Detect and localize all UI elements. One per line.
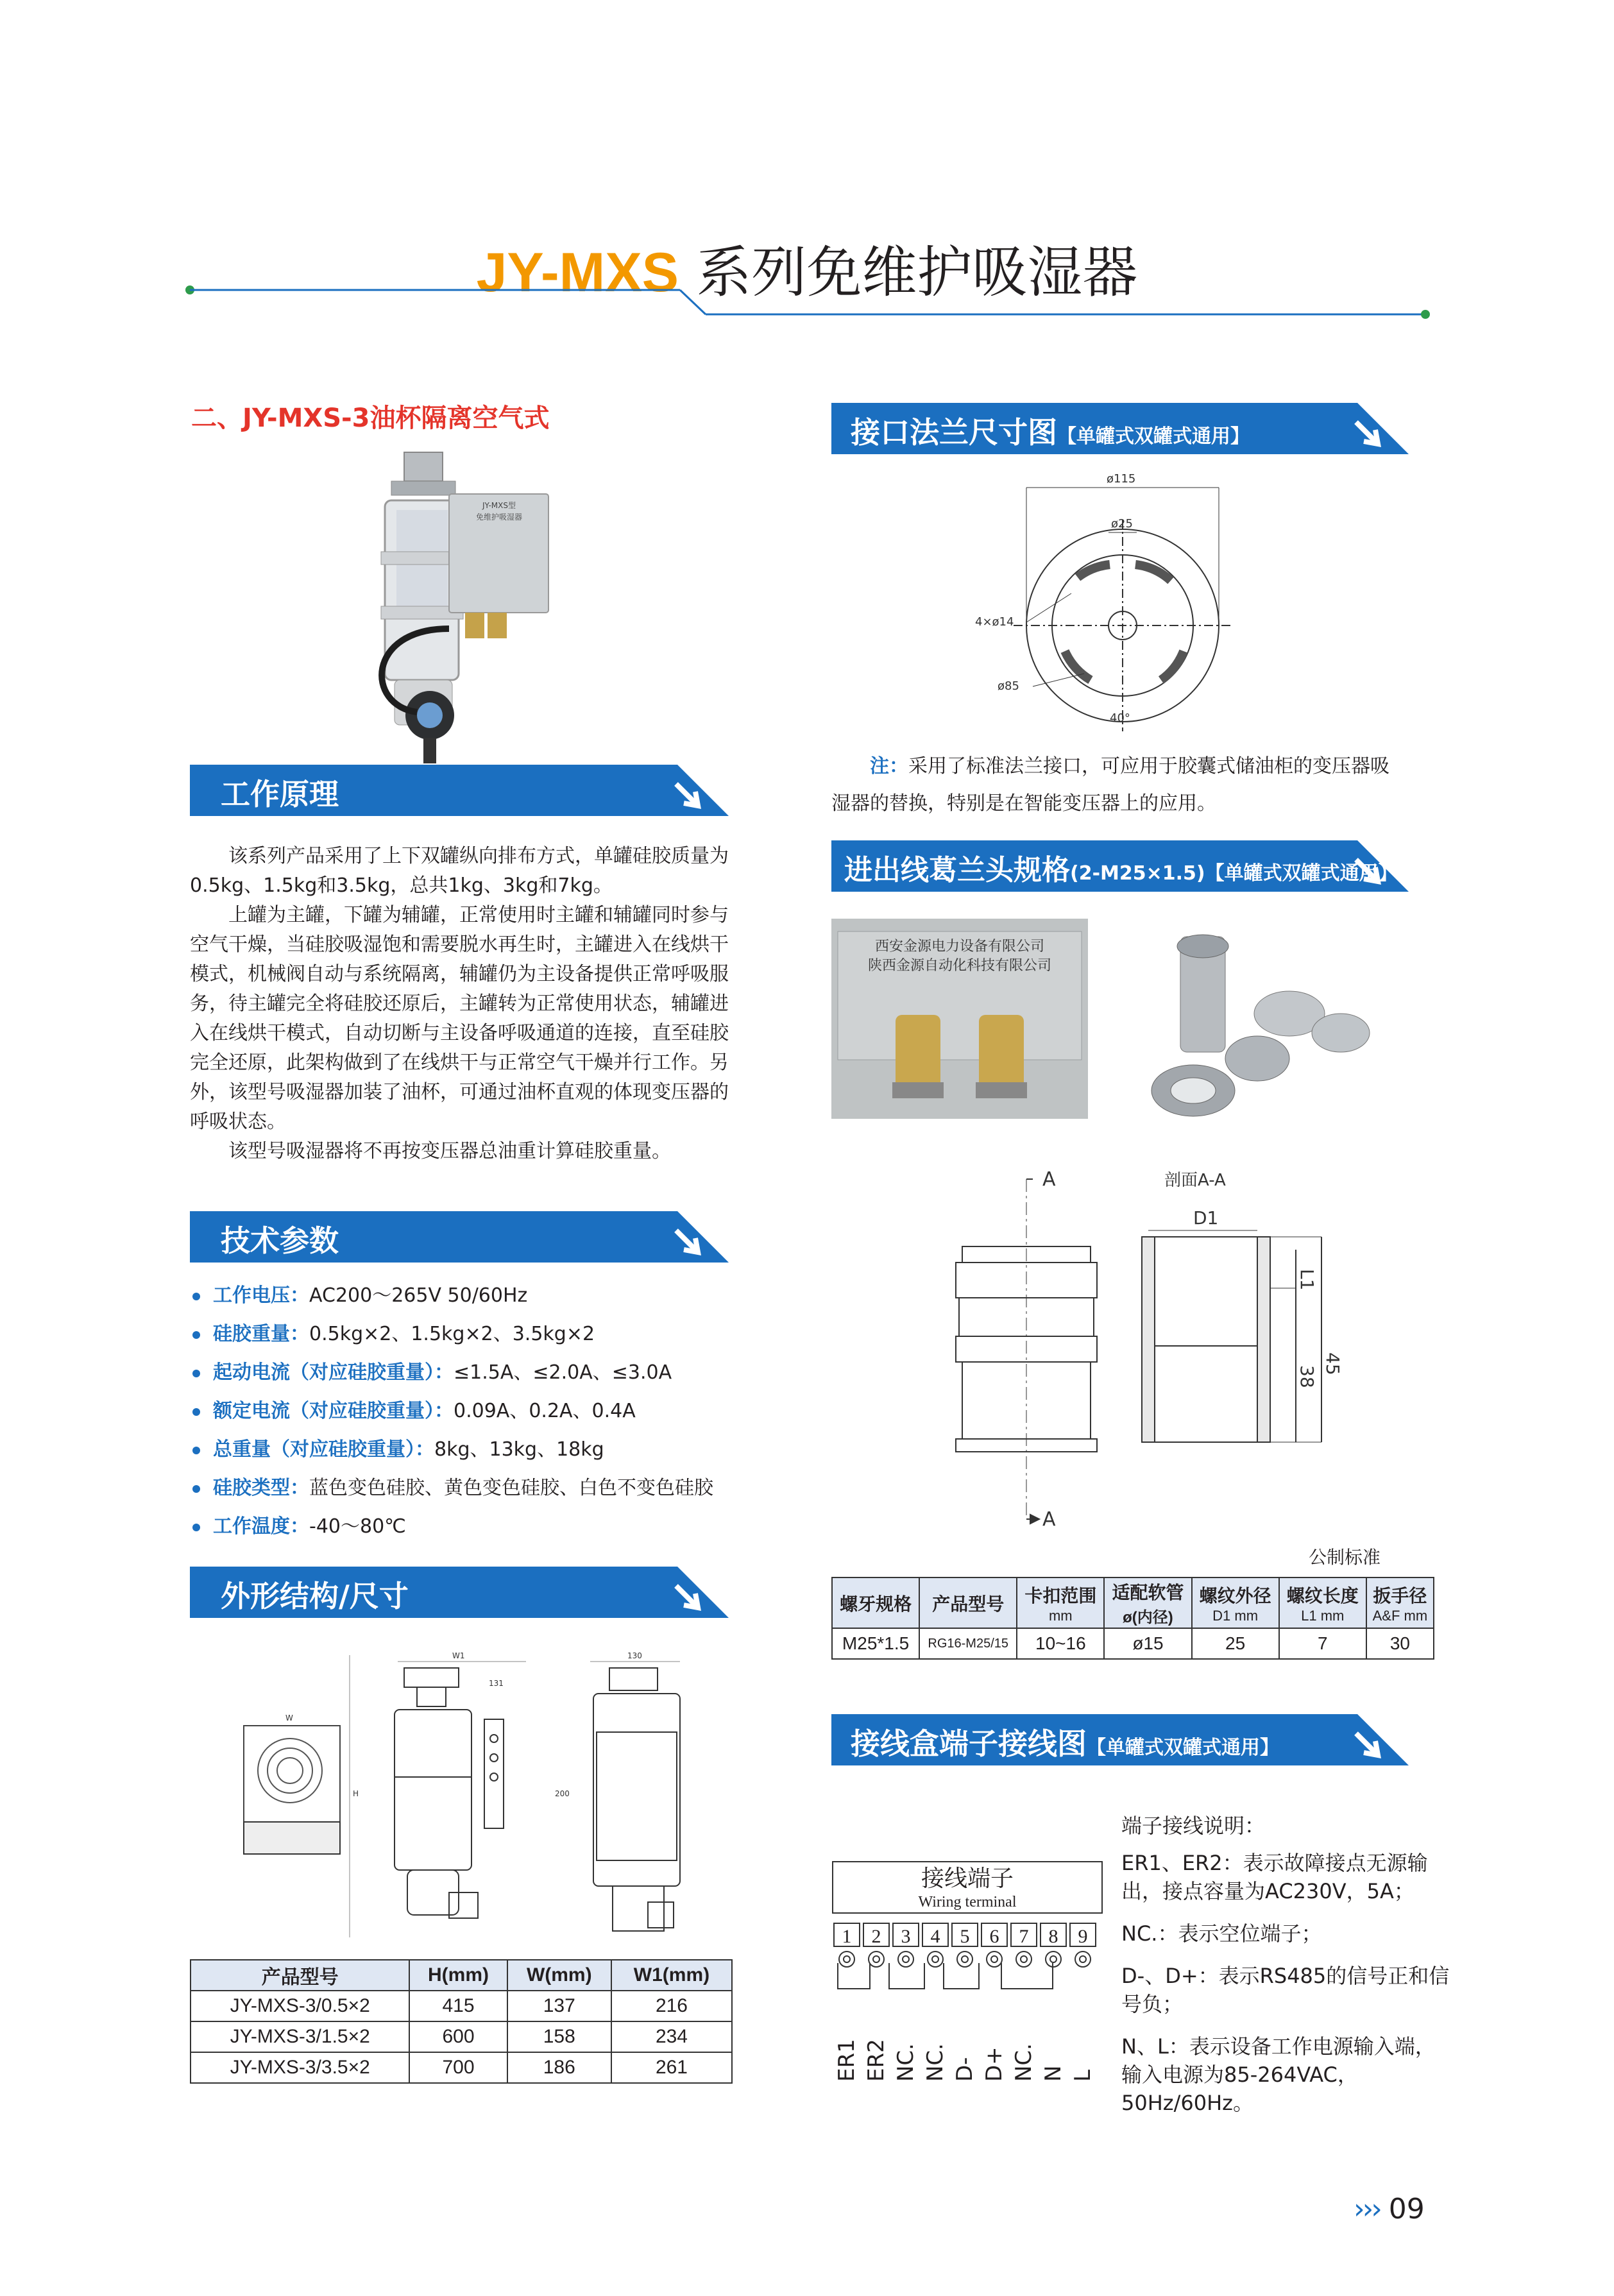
- page-footer: [1354, 2193, 1425, 2225]
- gland-table: [831, 1577, 1434, 1660]
- terminal-note: ER1、ER2：表示故障接点无源输出，接点容量为AC230V，5A；: [1121, 1851, 1428, 1903]
- table-header: 产品型号: [919, 1577, 1017, 1628]
- spec-item: 硅胶重量：0.5kg×2、1.5kg×2、3.5kg×2: [192, 1315, 713, 1354]
- working-text: [190, 842, 729, 1166]
- device-label-2: 免维护吸湿器: [475, 513, 523, 522]
- terminal-number: 3: [901, 1926, 911, 1947]
- section-gland: [831, 840, 1409, 892]
- spec-item: 工作电压：AC200～265V 50/60Hz: [192, 1277, 713, 1315]
- spec-item: 起动电流（对应硅胶重量）：≤1.5A、≤2.0A、≤3.0A: [192, 1354, 713, 1392]
- section-dimensions: [190, 1567, 729, 1618]
- terminal-label: NC.: [893, 2043, 919, 2082]
- flange-holes: 4×ø14: [975, 615, 1014, 629]
- table-header-row: [832, 1577, 1434, 1628]
- table-header: 螺纹长度 L1 mm: [1279, 1577, 1366, 1628]
- dim-130-label: 130: [627, 1651, 642, 1660]
- flange-d85: ø85: [998, 679, 1019, 693]
- table-cell: 25: [1192, 1628, 1279, 1659]
- terminal-label: NC.: [1011, 2043, 1037, 2082]
- table-cell: 415: [409, 1991, 507, 2021]
- box-label-1: 西安金源电力设备有限公司: [874, 939, 1045, 955]
- table-header: 适配软管 ø(内径): [1104, 1577, 1191, 1628]
- section-specs-title: 技术参数: [221, 1223, 339, 1258]
- dim-w-label: W: [285, 1713, 293, 1722]
- terminal-screw: [1016, 1952, 1032, 1967]
- terminal-screw: [869, 1952, 884, 1967]
- table-cell: 137: [507, 1991, 611, 2021]
- gland-l1-label: L1: [1296, 1269, 1318, 1291]
- box-label-2: 陕西金源自动化科技有限公司: [867, 958, 1052, 974]
- table-cell: M25*1.5: [832, 1628, 919, 1659]
- terminal-note: NC.：表示空位端子；: [1121, 1921, 1322, 1946]
- section-terminal-title: 接线盒端子接线图【单罐式双罐式通用】: [851, 1726, 1279, 1761]
- product-photo: [359, 436, 590, 770]
- terminal-number: 7: [1019, 1926, 1029, 1947]
- terminal-note: N、L：表示设备工作电源输入端，输入电源为85-264VAC，50Hz/60Hz。: [1121, 2034, 1436, 2115]
- table-cell: 7: [1279, 1628, 1366, 1659]
- device-label-1: JY-MXS型: [482, 501, 516, 510]
- terminal-label: ER2: [863, 2039, 889, 2082]
- spec-item: 工作温度：-40～80℃: [192, 1508, 713, 1546]
- section-gland-title: 进出线葛兰头规格(2-M25×1.5)【单罐式双罐式通用】: [844, 854, 1398, 887]
- title-rest: 系列免维护吸湿器: [679, 241, 1138, 305]
- table-header: W(mm): [507, 1960, 611, 1991]
- gland-section-label: 剖面A-A: [1164, 1171, 1226, 1190]
- terminal-note: D-、D+：表示RS485的信号正和信号负；: [1121, 1964, 1450, 2016]
- dim-131-label: 131: [489, 1679, 504, 1688]
- terminal-screw: [987, 1952, 1002, 1967]
- terminal-number: 1: [842, 1926, 852, 1947]
- metric-label: 公制标准: [1309, 1547, 1381, 1568]
- terminal-number: 8: [1048, 1926, 1058, 1947]
- terminal-number: 5: [960, 1926, 970, 1947]
- terminal-subtitle: Wiring terminal: [918, 1894, 1017, 1910]
- flange-d25: ø25: [1111, 517, 1133, 531]
- dim-200-label: 200: [555, 1789, 570, 1798]
- section-specs: [190, 1211, 729, 1263]
- section-terminal: [831, 1714, 1409, 1765]
- table-cell: JY-MXS-3/1.5×2: [191, 2021, 409, 2052]
- table-row: [191, 2052, 732, 2083]
- table-header-row: [191, 1960, 732, 1991]
- terminal-label: N: [1041, 2065, 1066, 2082]
- terminal-number: 4: [930, 1926, 940, 1947]
- junction-box-photo: [831, 919, 1088, 1119]
- table-cell: 158: [507, 2021, 611, 2052]
- title-brand: JY-MXS: [476, 242, 679, 303]
- table-header: 产品型号: [191, 1960, 409, 1991]
- terminal-screw: [839, 1952, 854, 1967]
- gland-drawing: [911, 1160, 1398, 1545]
- terminal-screw: [957, 1952, 973, 1967]
- table-row: [191, 2021, 732, 2052]
- table-cell: 234: [611, 2021, 732, 2052]
- table-header: 卡扣范围 mm: [1017, 1577, 1104, 1628]
- terminal-title: 接线端子: [921, 1866, 1014, 1892]
- section-flange-title: 接口法兰尺寸图【单罐式双罐式通用】: [851, 415, 1250, 450]
- flange-note: 注：采用了标准法兰接口，可应用于胶囊式储油柜的变压器吸湿器的替换，特别是在智能变压器上的应用。: [831, 755, 1389, 815]
- terminal-number: 6: [989, 1926, 999, 1947]
- spec-item: 硅胶类型：蓝色变色硅胶、黄色变色硅胶、白色不变色硅胶: [192, 1469, 713, 1508]
- dim-w1-label: W1: [452, 1651, 465, 1660]
- section-dimensions-title: 外形结构/尺寸: [221, 1579, 409, 1613]
- title-rule: [0, 0, 1614, 334]
- table-header: 螺牙规格: [832, 1577, 919, 1628]
- terminal-number: 9: [1078, 1926, 1088, 1947]
- terminal-number: 2: [871, 1926, 881, 1947]
- working-p1: 该系列产品采用了上下双罐纵向排布方式，单罐硅胶质量为0.5kg、1.5kg和3.5kg，总共1kg、3kg和7kg。: [190, 845, 729, 897]
- table-cell: 261: [611, 2052, 732, 2083]
- dim-h-label: H: [353, 1789, 359, 1798]
- terminal-diagram: [831, 1860, 1114, 2104]
- gland-a-bottom: A: [1042, 1508, 1056, 1531]
- table-cell: 600: [409, 2021, 507, 2052]
- spec-list: [192, 1277, 713, 1546]
- table-row: [191, 1991, 732, 2021]
- gland-parts-photo: [1142, 930, 1398, 1123]
- table-header: W1(mm): [611, 1960, 732, 1991]
- table-row: [832, 1628, 1434, 1659]
- terminal-columns: [834, 1923, 1096, 2082]
- working-p3: 该型号吸湿器将不再按变压器总油重计算硅胶重量。: [228, 1140, 671, 1162]
- table-cell: 10~16: [1017, 1628, 1104, 1659]
- gland-a-top: A: [1042, 1168, 1056, 1191]
- terminal-notes-title: 端子接线说明：: [1121, 1814, 1266, 1838]
- terminal-screw: [928, 1952, 943, 1967]
- terminal-label: D-: [952, 2057, 978, 2082]
- table-cell: JY-MXS-3/0.5×2: [191, 1991, 409, 2021]
- section-working: [190, 765, 729, 816]
- flange-angle: 40°: [1110, 711, 1130, 725]
- spec-item: 总重量（对应硅胶重量）：8kg、13kg、18kg: [192, 1431, 713, 1469]
- section-working-title: 工作原理: [221, 777, 339, 812]
- page-arrows: ›››: [1354, 2193, 1380, 2225]
- gland-38-label: 38: [1296, 1365, 1318, 1388]
- terminal-label: L: [1070, 2070, 1096, 2082]
- table-cell: RG16-M25/15: [919, 1628, 1017, 1659]
- terminal-label: ER1: [834, 2039, 860, 2082]
- table-header: 扳手径 A&F mm: [1366, 1577, 1434, 1628]
- table-cell: 30: [1366, 1628, 1434, 1659]
- table-cell: 700: [409, 2052, 507, 2083]
- flange-d115: ø115: [1107, 472, 1136, 486]
- model-heading: 二、JY-MXS-3油杯隔离空气式: [191, 404, 550, 433]
- table-cell: 186: [507, 2052, 611, 2083]
- page-number: 09: [1388, 2193, 1425, 2225]
- working-p2: 上罐为主罐，下罐为辅罐，正常使用时主罐和辅罐同时参与空气干燥，当硅胶吸湿饱和需要脱水再生时，主罐进入在线烘干模式，机械阀自动与系统隔离，辅罐仍为主设备提供正常呼吸服务，待主罐完全将硅胶还原后，主罐转为正常使用状态，辅罐进入在线烘干模式，自动切断与主设备呼吸通道的连接，直至硅胶完全还原，此架构做到了在线烘干与正常空气干燥并行工作。另外，该型号吸湿器加装了油杯，可通过油杯直观的体现变压器的呼吸状态。: [190, 904, 729, 1133]
- terminal-label: D+: [981, 2046, 1007, 2082]
- table-cell: JY-MXS-3/3.5×2: [191, 2052, 409, 2083]
- terminal-screw: [1075, 1952, 1091, 1967]
- table-cell: 216: [611, 1991, 732, 2021]
- dimension-drawing: [237, 1649, 725, 1957]
- gland-d1-label: D1: [1193, 1207, 1219, 1229]
- section-flange: [831, 403, 1409, 454]
- terminal-notes: [1121, 1812, 1455, 2117]
- table-header: H(mm): [409, 1960, 507, 1991]
- flange-drawing: [975, 468, 1270, 738]
- spec-item: 额定电流（对应硅胶重量）：0.09A、0.2A、0.4A: [192, 1392, 713, 1431]
- table-cell: ø15: [1104, 1628, 1191, 1659]
- table-header: 螺纹外径 D1 mm: [1192, 1577, 1279, 1628]
- terminal-label: NC.: [922, 2043, 948, 2082]
- dimension-table: [190, 1959, 733, 2084]
- terminal-screw: [898, 1952, 913, 1967]
- gland-45-label: 45: [1322, 1352, 1343, 1375]
